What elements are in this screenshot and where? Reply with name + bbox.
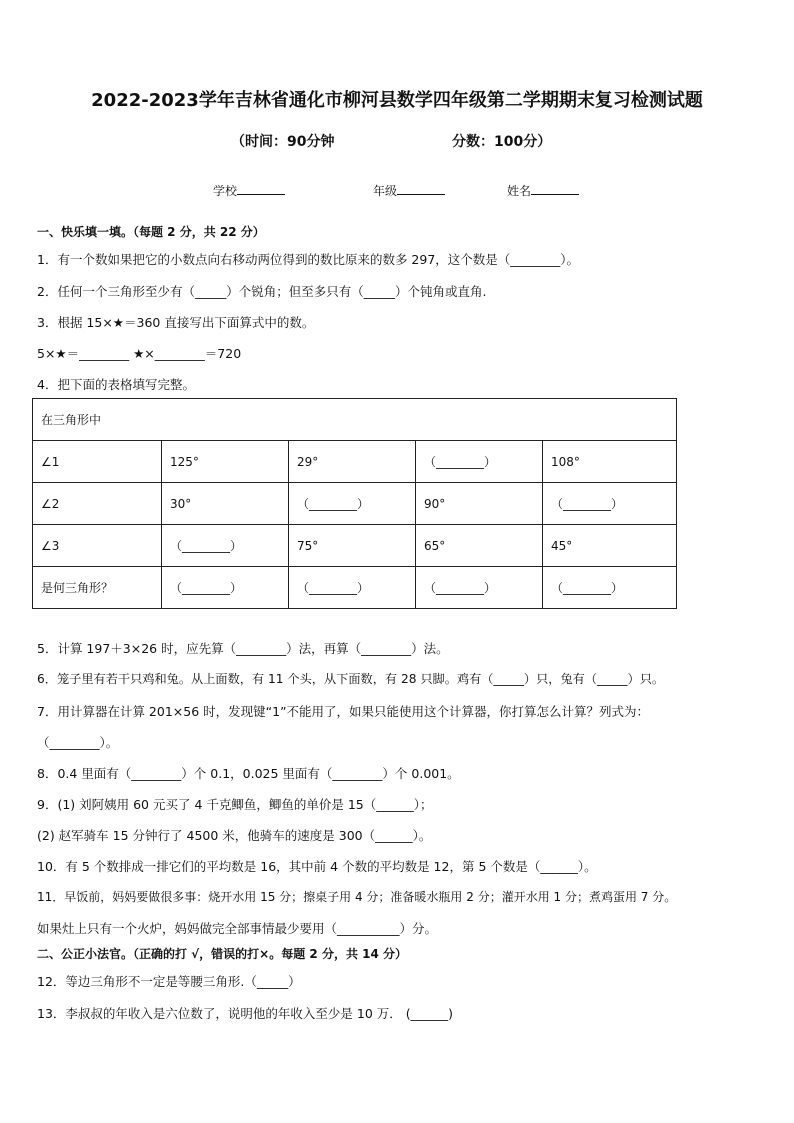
table-cell: （________）	[162, 567, 289, 609]
table-cell: 125°	[162, 441, 289, 483]
table-cell: 75°	[289, 525, 416, 567]
name-field: 姓名	[507, 182, 579, 199]
question-5: 5．计算 197＋3×26 时，应先算（________）法，再算（________）法。	[37, 641, 449, 656]
page-title: 2022-2023学年吉林省通化市柳河县数学四年级第二学期期末复习检测试题	[91, 90, 703, 111]
question-2: 2．任何一个三角形至少有（_____）个锐角；但至多只有（_____）个钝角或直角.	[37, 284, 487, 299]
table-header: 在三角形中	[33, 399, 677, 441]
table-cell: 108°	[543, 441, 677, 483]
section-heading-1: 一、快乐填一填。（每题 2 分，共 22 分）	[37, 225, 265, 239]
school-field: 学校	[213, 182, 285, 199]
question-6: 6．笼子里有若干只鸡和兔。从上面数，有 11 个头，从下面数，有 28 只脚。鸡有（_____）只，兔有（_____）只。	[37, 672, 665, 686]
table-row	[33, 525, 677, 567]
table-cell: ∠3	[33, 525, 162, 567]
question-12: 12．等边三角形不一定是等腰三角形.（_____）	[37, 974, 301, 989]
table-cell: ∠2	[33, 483, 162, 525]
table-cell: （________）	[416, 567, 543, 609]
table-row	[33, 483, 677, 525]
question-4: 4．把下面的表格填写完整。	[37, 377, 195, 392]
table-row	[33, 567, 677, 609]
table-cell: 90°	[416, 483, 543, 525]
question-11-continued: 如果灶上只有一个火炉，妈妈做完全部事情最少要用（__________）分。	[37, 921, 438, 936]
exam-score: 分数：100分）	[452, 134, 552, 150]
table-cell: 65°	[416, 525, 543, 567]
question-9-part-1: 9．(1) 刘阿姨用 60 元买了 4 千克鲫鱼，鲫鱼的单价是 15（______）；	[37, 797, 433, 812]
table-cell: （________）	[289, 567, 416, 609]
grade-field: 年级	[373, 182, 445, 199]
section-heading-2: 二、公正小法官。（正确的打 √，错误的打×。每题 2 分，共 14 分）	[37, 947, 407, 961]
table-cell: （________）	[162, 525, 289, 567]
question-8: 8．0.4 里面有（________）个 0.1，0.025 里面有（________）个 0.001。	[37, 766, 460, 781]
question-7-answer: （________）。	[37, 735, 119, 750]
question-1: 1．有一个数如果把它的小数点向右移动两位得到的数比原来的数多 297，这个数是（________）。	[37, 252, 580, 267]
question-9-part-2: (2) 赵军骑车 15 分钟行了 4500 米，他骑车的速度是 300（______）。	[37, 828, 432, 843]
question-3: 3．根据 15×★＝360 直接写出下面算式中的数。	[37, 315, 315, 330]
table-row	[33, 441, 677, 483]
table-cell: 是何三角形？	[33, 567, 162, 609]
table-cell: （________）	[543, 567, 677, 609]
angle-table	[32, 398, 677, 609]
table-cell: 30°	[162, 483, 289, 525]
question-10: 10．有 5 个数排成一排它们的平均数是 16，其中前 4 个数的平均数是 12，第 5 个数是（______）。	[37, 859, 597, 874]
exam-time: （时间：90分钟	[231, 134, 335, 150]
question-3-equations: 5×★＝________ ★×________＝720	[37, 346, 242, 361]
question-7: 7．用计算器在计算 201×56 时，发现键“1”不能用了，如果只能使用这个计算器，你打算怎么计算？列式为：	[37, 704, 650, 719]
table-cell: 45°	[543, 525, 677, 567]
question-13: 13．李叔叔的年收入是六位数了，说明他的年收入至少是 10 万． (______)	[37, 1006, 453, 1021]
table-cell: ∠1	[33, 441, 162, 483]
table-cell: （________）	[289, 483, 416, 525]
question-11: 11．早饭前，妈妈要做很多事：烧开水用 15 分；擦桌子用 4 分；准备暖水瓶用 2 分；灌开水用 1 分；煮鸡蛋用 7 分。	[37, 890, 677, 904]
table-cell: 29°	[289, 441, 416, 483]
table-cell: （________）	[543, 483, 677, 525]
table-cell: （________）	[416, 441, 543, 483]
